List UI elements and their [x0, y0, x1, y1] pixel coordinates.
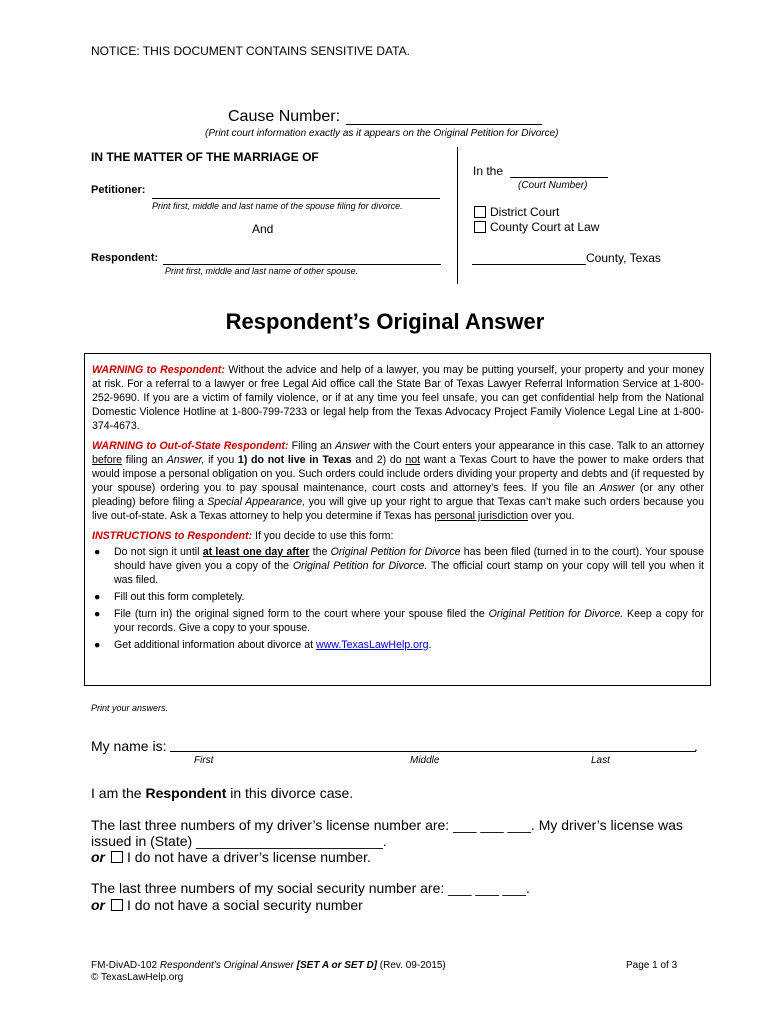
- full-name-field[interactable]: [170, 751, 696, 752]
- warning-out-of-state: WARNING to Out-of-State Respondent: Filing an Answer with the Court enters your appearance in this case. Talk to an attorney before filing an Answer, if you 1) do not live in Texas and 2) do not want a Texas Court to have the power to make orders that would impose a personal obligation on you. Such orders could include orders dividing your property and debts and (if requested by your spouse) ordering you to pay spousal maintenance, court costs and attorney’s fees. If you file an Answer (or any other pleading) before filing a Special Appearance, you will give up your right to argue that Texas can’t make such orders because you live out-of-state. Ask a Texas attorney to help you determine if Texas has personal jurisdiction over you.: [92, 440, 705, 522]
- bullet-icon: ●: [94, 639, 101, 651]
- footer-copyright: © TexasLawHelp.org: [91, 972, 184, 983]
- my-name-label: My name is:: [91, 738, 167, 754]
- district-court-checkbox[interactable]: [474, 206, 486, 218]
- bullet-icon: ●: [94, 591, 101, 603]
- petitioner-label: Petitioner:: [91, 184, 146, 196]
- footer-form-id: FM-DivAD-102 Respondent’s Original Answer [SET A or SET D] (Rev. 09-2015): [91, 960, 446, 971]
- petitioner-name-field[interactable]: [152, 198, 440, 199]
- no-drivers-license-checkbox[interactable]: [111, 851, 123, 863]
- print-answers-note: Print your answers.: [91, 703, 169, 713]
- cause-number-field[interactable]: [346, 124, 542, 125]
- no-ssn-option: or I do not have a social security number: [91, 897, 363, 913]
- district-court-label: District Court: [490, 205, 560, 219]
- first-name-caption: First: [194, 755, 214, 766]
- warning-respondent: WARNING to Respondent: Without the advice and help of a lawyer, you may be putting yourself, your property and your money at risk. For a referral to a lawyer or free Legal Aid office call the State Bar of Texas Lawyer Referral Information Service at 1-800-252-9690. If you are a victim of family violence, or if at any time you feel unsafe, you can get confidential help from the National Domestic Violence Hotline at 1-800-799-7233 or legal help from the Texas Advocacy Project Family Violence Legal Line at 1-800-374-4673.: [92, 364, 705, 432]
- court-number-field[interactable]: [510, 177, 608, 178]
- instruction-item: ● Do not sign it until at least one day after the Original Petition for Divorce has been filed (turned in to the court). Your spouse should have given you a copy of the Original Petition for Divorce. The official court stamp on your copy will tell you when it was filed.: [94, 546, 704, 586]
- respondent-label: Respondent:: [91, 252, 159, 264]
- bullet-icon: ●: [94, 546, 101, 558]
- ssn-line[interactable]: The last three numbers of my social security number are: ___ ___ ___.: [91, 880, 530, 896]
- middle-name-caption: Middle: [410, 755, 440, 766]
- warning-box: [84, 353, 711, 686]
- texaslawhelp-link[interactable]: www.TexasLawHelp.org: [316, 639, 429, 651]
- respondent-name-field[interactable]: [163, 264, 441, 265]
- last-name-caption: Last: [591, 755, 610, 766]
- county-texas-label: County, Texas: [586, 251, 661, 265]
- county-field[interactable]: [472, 264, 586, 265]
- no-ssn-checkbox[interactable]: [111, 899, 123, 911]
- petitioner-note: Print first, middle and last name of the spouse filing for divorce.: [152, 201, 403, 211]
- respondent-note: Print first, middle and last name of other spouse.: [165, 266, 359, 276]
- instruction-item: ● Get additional information about divorce at www.TexasLawHelp.org.: [94, 639, 432, 651]
- caption-divider: [457, 147, 458, 284]
- sensitive-notice: NOTICE: THIS DOCUMENT CONTAINS SENSITIVE DATA.: [91, 44, 410, 58]
- page-number: Page 1 of 3: [626, 960, 678, 971]
- name-period: .: [694, 738, 698, 754]
- county-court-label: County Court at Law: [490, 220, 600, 234]
- county-court-checkbox[interactable]: [474, 221, 486, 233]
- court-number-note: (Court Number): [518, 180, 588, 191]
- document-title: Respondent’s Original Answer: [225, 309, 545, 334]
- instruction-item: ● Fill out this form completely.: [94, 591, 245, 603]
- instruction-item: ● File (turn in) the original signed form to the court where your spouse filed the Original Petition for Divorce. Keep a copy for your records. Give a copy to your spouse.: [94, 608, 704, 634]
- no-drivers-license-option: or I do not have a driver’s license number.: [91, 849, 371, 865]
- cause-number-label: Cause Number:: [228, 108, 341, 125]
- matter-heading: IN THE MATTER OF THE MARRIAGE OF: [91, 150, 319, 164]
- drivers-license-line[interactable]: The last three numbers of my driver’s license number are: ___ ___ ___. My driver’s license was: [91, 817, 683, 833]
- and-text: And: [252, 222, 274, 236]
- bullet-icon: ●: [94, 608, 101, 620]
- cause-number-note: (Print court information exactly as it appears on the Original Petition for Divorce): [205, 128, 559, 139]
- respondent-statement: I am the Respondent in this divorce case.: [91, 785, 354, 801]
- instructions-heading: INSTRUCTIONS to Respondent: If you decide to use this form:: [92, 530, 394, 542]
- drivers-license-state-line[interactable]: issued in (State) ________________________.: [91, 833, 387, 849]
- in-the-label: In the: [473, 164, 504, 178]
